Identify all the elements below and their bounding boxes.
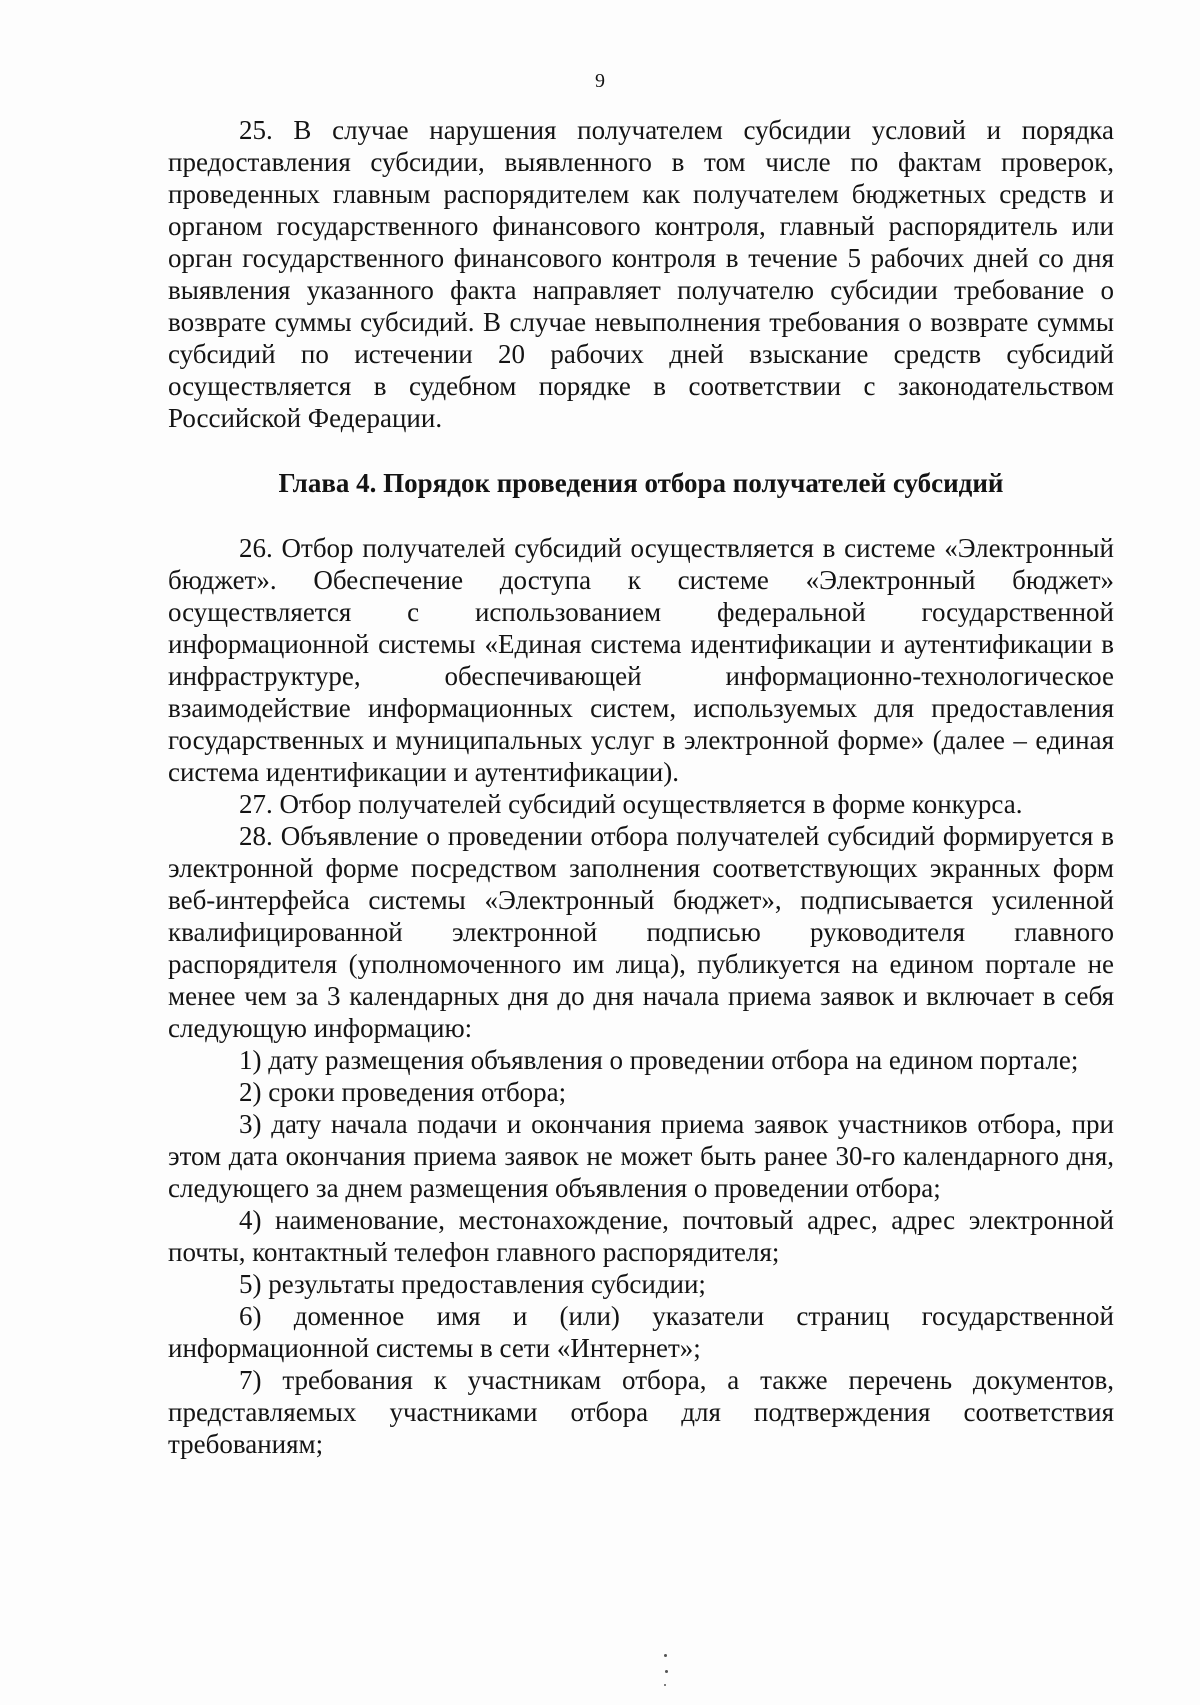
scan-speck <box>664 1684 666 1686</box>
paragraph-28: 28. Объявление о проведении отбора получателей субсидий формируется в электронной форме посредством заполнения соответствующих экранных форм веб-интерфейса системы «Электронный бюджет», подписывается усиленной квалифицированной электронной подписью руководителя главного распорядителя (уполномоченного им лица), публикуется на едином портале не менее чем за 3 календарных дня до дня начала приема заявок и включает в себя следующую информацию: <box>168 821 1114 1043</box>
list-item-2: 2) сроки проведения отбора; <box>239 1077 567 1107</box>
page-number: 9 <box>595 70 605 92</box>
paragraph-27: 27. Отбор получателей субсидий осуществляется в форме конкурса. <box>239 789 1023 819</box>
list-item-5: 5) результаты предоставления субсидии; <box>239 1269 706 1299</box>
document-body <box>168 114 1114 1460</box>
paragraph-25: 25. В случае нарушения получателем субсидии условий и порядка предоставления субсидии, выявленного в том числе по фактам проверок, проведенных главным распорядителем как получателем бюджетных средств и органом государственного финансового контроля, главный распорядитель или орган государственного финансового контроля в течение 5 рабочих дней со дня выявления указанного факта направляет получателю субсидии требование о возврате суммы субсидий. В случае невыполнения требования о возврате суммы субсидий по истечении 20 рабочих дней взыскание средств субсидий осуществляется в судебном порядке в соответствии с законодательством Российской Федерации. <box>168 115 1114 433</box>
chapter-heading: Глава 4. Порядок проведения отбора получателей субсидий <box>278 468 1004 498</box>
list-item-4: 4) наименование, местонахождение, почтовый адрес, адрес электронной почты, контактный телефон главного распорядителя; <box>168 1205 1114 1267</box>
paragraph-26: 26. Отбор получателей субсидий осуществляется в системе «Электронный бюджет». Обеспечение доступа к системе «Электронный бюджет» осуществляется с использованием федеральной государственной информационной системы «Единая система идентификации и аутентификации в инфраструктуре, обеспечивающей информационно-технологическое взаимодействие информационных систем, используемых для предоставления государственных и муниципальных услуг в электронной форме» (далее – единая система идентификации и аутентификации). <box>168 533 1114 787</box>
list-item-1: 1) дату размещения объявления о проведении отбора на едином портале; <box>239 1045 1079 1075</box>
list-item-3: 3) дату начала подачи и окончания приема заявок участников отбора, при этом дата окончания приема заявок не может быть ранее 30-го календарного дня, следующего за днем размещения объявления о проведении отбора; <box>168 1109 1114 1203</box>
scan-speck <box>665 1670 668 1673</box>
list-item-6: 6) доменное имя и (или) указатели страниц государственной информационной системы в сети «Интернет»; <box>168 1301 1114 1363</box>
scan-speck <box>664 1654 667 1657</box>
list-item-7: 7) требования к участникам отбора, а также перечень документов, представляемых участниками отбора для подтверждения соответствия требованиям; <box>168 1365 1114 1459</box>
